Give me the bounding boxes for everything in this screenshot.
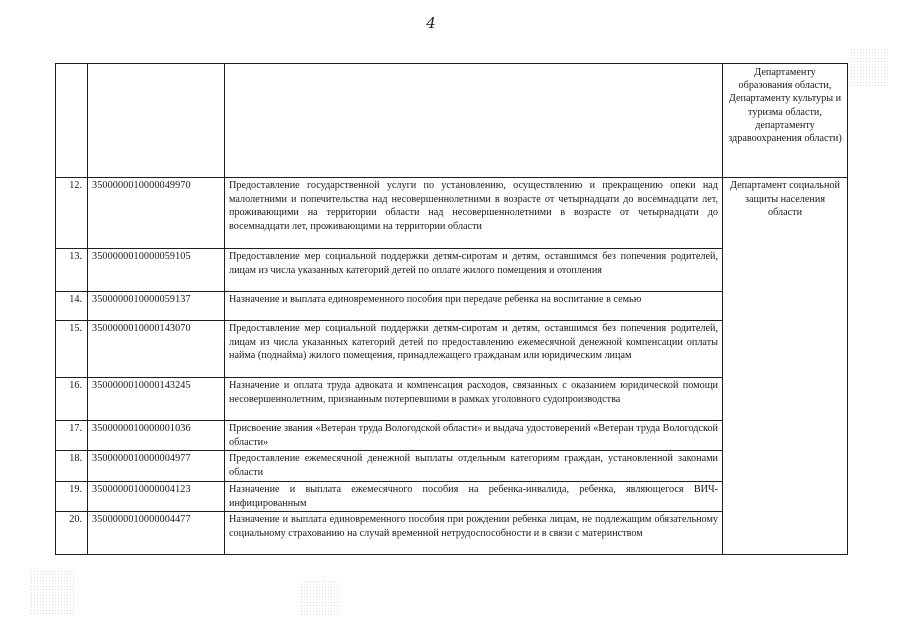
scan-noise [850,48,890,88]
service-name-cell: Назначение и выплата единовременного пособия при передаче ребенка на воспитание в семью [225,292,723,321]
service-code-cell: 3500000010000143245 [88,378,225,421]
service-name-cell: Предоставление мер социальной поддержки детям-сиротам и детям, оставшимся без попечения родителей, лицам из числа указанных категорий детей по оплате жилого помещения и отопления [225,249,723,292]
services-table [55,63,848,555]
service-code-cell: 3500000010000001036 [88,421,225,451]
row-number-cell [56,64,88,178]
service-name-cell: Предоставление мер социальной поддержки детям-сиротам и детям, оставшимся без попечения родителей, лицам из числа указанных категорий детей по предоставлению ежемесячной денежной компенсации оплаты найма (поднайма) жилого помещения, принадлежащего гражданам или юридическим лицам [225,321,723,378]
row-number-cell: 14. [56,292,88,321]
service-code-cell: 3500000010000004123 [88,482,225,512]
service-code-cell: 3500000010000059137 [88,292,225,321]
service-code-cell: 3500000010000004977 [88,451,225,482]
scan-noise [300,580,340,615]
service-code-cell: 3500000010000143070 [88,321,225,378]
table-row [56,178,848,249]
service-name-cell: Предоставление государственной услуги по установлению, осуществлению и прекращению опеки над малолетними и попечительства над несовершеннолетними в возрасте от четырнадцати до восемнадцати лет, проживающими на территории области над несовершеннолетними в возрасте от четырнадцати до восемнадцати лет, проживающими на территории области [225,178,723,249]
service-code-cell: 3500000010000004477 [88,512,225,555]
row-number-cell: 19. [56,482,88,512]
department-cell: Департаменту образования области, Департаменту культуры и туризма области, департаменту здравоохранения области) [723,64,848,178]
service-name-cell: Присвоение звания «Ветеран труда Вологодской области» и выдача удостоверений «Ветеран труда Вологодской области» [225,421,723,451]
service-name-cell [225,64,723,178]
service-name-cell: Назначение и выплата единовременного пособия при рождении ребенка лицам, не подлежащим обязательному социальному страхованию на случай временной нетрудоспособности и в связи с материнством [225,512,723,555]
page-number: 4 [426,14,436,32]
service-code-cell: 3500000010000059105 [88,249,225,292]
continuation-row [56,64,848,178]
service-name-cell: Назначение и выплата ежемесячного пособия на ребенка-инвалида, ребенка, являющегося ВИЧ-инфицированным [225,482,723,512]
row-number-cell: 12. [56,178,88,249]
service-code-cell [88,64,225,178]
row-number-cell: 15. [56,321,88,378]
department-cell: Департамент социальной защиты населения области [723,178,848,555]
row-number-cell: 13. [56,249,88,292]
row-number-cell: 20. [56,512,88,555]
row-number-cell: 18. [56,451,88,482]
row-number-cell: 16. [56,378,88,421]
scan-noise [30,570,75,615]
service-name-cell: Назначение и оплата труда адвоката и компенсация расходов, связанных с оказанием юридической помощи несовершеннолетним, признанным потерпевшими в рамках уголовного судопроизводства [225,378,723,421]
service-name-cell: Предоставление ежемесячной денежной выплаты отдельным категориям граждан, установленной законами области [225,451,723,482]
row-number-cell: 17. [56,421,88,451]
service-code-cell: 3500000010000049970 [88,178,225,249]
